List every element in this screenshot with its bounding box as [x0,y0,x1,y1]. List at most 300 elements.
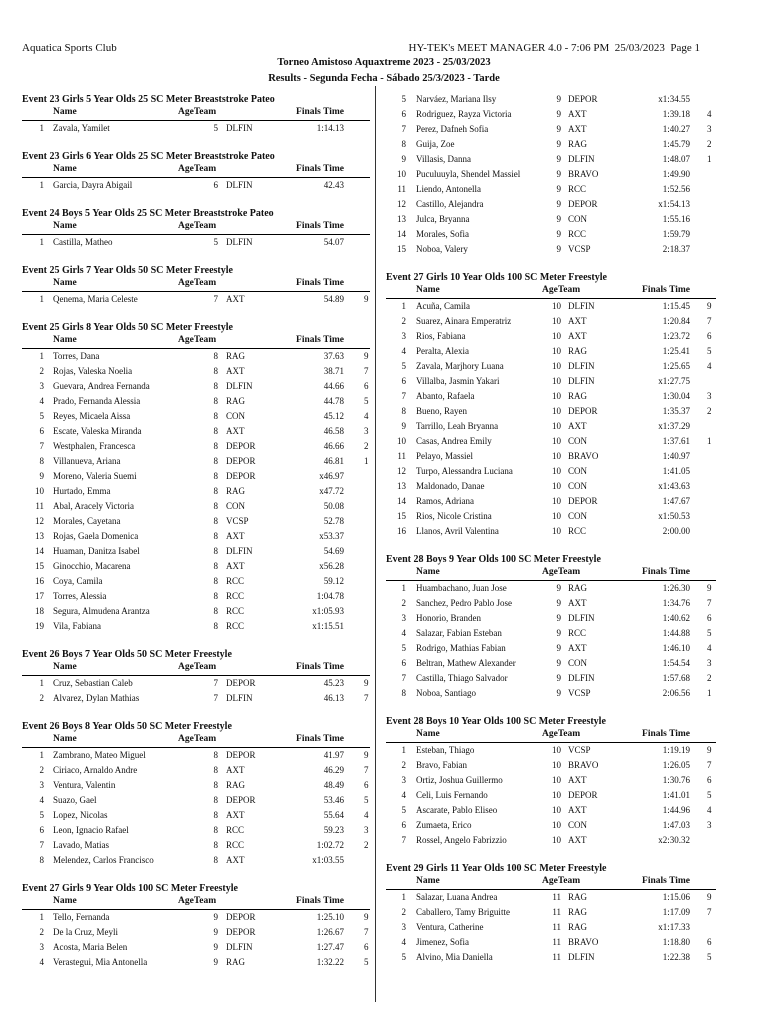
finals-time-cell: 1:26.05 [662,760,690,770]
place-cell: 7 [401,835,406,845]
team-cell: AXT [568,598,587,608]
result-row [386,905,716,920]
place-cell: 12 [35,516,44,526]
finals-time-cell: 1:19.19 [662,745,690,755]
swimmer-name-cell: Ventura, Catherine [416,922,484,932]
place-cell: 5 [401,643,406,653]
swimmer-name-cell: Beltran, Mathew Alexander [416,658,516,668]
team-cell: RAG [568,922,588,932]
team-cell: AXT [568,316,587,326]
ageteam-column-header: AgeTeam [542,285,581,295]
finals-time-cell: 1:48.07 [662,154,690,164]
finals-time-column-header: Finals Time [642,285,690,295]
finals-time-column-header: Finals Time [296,335,344,345]
result-row [22,484,370,499]
event-section [22,320,370,634]
place-cell: 10 [397,436,406,446]
name-column-header: Name [53,896,77,906]
table-header [22,278,370,292]
place-cell: 6 [39,825,44,835]
age-cell: 8 [213,501,218,511]
name-column-header: Name [53,278,77,288]
points-cell: 1 [707,154,712,164]
team-cell: CON [568,436,588,446]
age-cell: 9 [556,244,561,254]
points-cell: 9 [707,745,712,755]
finals-time-cell: 55.64 [323,810,344,820]
finals-time-cell: 46.13 [323,693,344,703]
result-row [386,329,716,344]
result-row [386,818,716,833]
place-cell: 3 [401,331,406,341]
age-cell: 8 [213,411,218,421]
swimmer-name-cell: Villasis, Danna [416,154,471,164]
finals-time-cell: x46.97 [319,471,344,481]
team-cell: RCC [568,229,587,239]
points-cell: 9 [364,750,369,760]
team-cell: RCC [568,526,587,536]
result-row [22,619,370,634]
team-cell: AXT [226,426,245,436]
result-row [22,469,370,484]
points-cell: 3 [707,820,712,830]
ageteam-column-header: AgeTeam [542,567,581,577]
result-row [22,235,370,250]
place-cell: 7 [39,840,44,850]
swimmer-name-cell: Torres, Alessia [53,591,107,601]
place-cell: 6 [401,376,406,386]
finals-time-cell: 45.12 [323,411,344,421]
points-cell: 6 [707,613,712,623]
age-cell: 8 [213,576,218,586]
event-title: Event 28 Boys 9 Year Olds 100 SC Meter Freestyle [386,554,601,565]
team-cell: CON [568,658,588,668]
team-cell: AXT [226,810,245,820]
team-cell: DEPOR [568,406,598,416]
finals-time-cell: 45.23 [323,678,344,688]
finals-time-cell: 1:14.13 [316,123,344,133]
swimmer-name-cell: Alvino, Mia Daniella [416,952,493,962]
points-cell: 9 [707,583,712,593]
points-cell: 5 [364,795,369,805]
team-cell: AXT [568,124,587,134]
result-row [22,514,370,529]
age-cell: 10 [552,745,561,755]
place-cell: 10 [397,169,406,179]
age-cell: 10 [552,835,561,845]
finals-time-cell: x1:17.33 [658,922,690,932]
finals-time-cell: 46.66 [323,441,344,451]
team-cell: AXT [226,294,245,304]
points-cell: 7 [707,316,712,326]
swimmer-name-cell: Escate, Valeska Miranda [53,426,142,436]
place-cell: 3 [39,381,44,391]
finals-time-cell: 1:54.54 [662,658,690,668]
name-column-header: Name [416,876,440,886]
age-cell: 10 [552,820,561,830]
points-cell: 2 [707,139,712,149]
swimmer-name-cell: Coya, Camila [53,576,103,586]
finals-time-cell: x1:27.75 [658,376,690,386]
result-row [386,671,716,686]
name-column-header: Name [53,221,77,231]
result-row [22,424,370,439]
age-cell: 9 [556,154,561,164]
event-section [22,719,370,868]
team-cell: RAG [568,892,588,902]
age-cell: 9 [556,598,561,608]
team-cell: AXT [226,366,245,376]
team-cell: CON [568,481,588,491]
team-cell: AXT [568,643,587,653]
place-cell: 11 [35,501,44,511]
place-cell: 12 [397,199,406,209]
team-cell: AXT [568,805,587,815]
swimmer-name-cell: Cruz, Sebastian Caleb [53,678,133,688]
place-cell: 2 [39,927,44,937]
age-cell: 8 [213,426,218,436]
finals-time-cell: 1:47.67 [662,496,690,506]
column-divider [375,86,376,1002]
table-header [22,335,370,349]
name-column-header: Name [53,734,77,744]
place-cell: 18 [35,606,44,616]
team-cell: DEPOR [568,199,598,209]
age-cell: 7 [213,678,218,688]
place-cell: 1 [39,678,44,688]
finals-time-cell: 44.78 [323,396,344,406]
swimmer-name-cell: Rojas, Valeska Noelia [53,366,133,376]
swimmer-name-cell: Turpo, Alessandra Luciana [416,466,513,476]
result-row [22,955,370,970]
team-cell: CON [568,511,588,521]
result-row [22,910,370,925]
place-cell: 5 [401,805,406,815]
place-cell: 5 [401,361,406,371]
age-cell: 8 [213,621,218,631]
age-cell: 9 [556,199,561,209]
name-column-header: Name [53,335,77,345]
place-cell: 5 [401,952,406,962]
result-row [386,122,716,137]
result-row [386,182,716,197]
swimmer-name-cell: Guevara, Andrea Fernanda [53,381,150,391]
event-section [386,552,716,701]
age-cell: 8 [213,825,218,835]
result-row [386,389,716,404]
place-cell: 4 [39,396,44,406]
place-cell: 8 [39,456,44,466]
swimmer-name-cell: Liendo, Antonella [416,184,481,194]
points-cell: 7 [364,927,369,937]
finals-time-column-header: Finals Time [296,221,344,231]
place-cell: 3 [401,922,406,932]
age-cell: 8 [213,591,218,601]
right-column [386,92,716,978]
finals-time-cell: 1:15.45 [662,301,690,311]
place-cell: 5 [39,810,44,820]
swimmer-name-cell: Tarrillo, Leah Bryanna [416,421,499,431]
age-cell: 11 [552,952,561,962]
team-cell: RAG [568,391,588,401]
finals-time-cell: 54.07 [323,237,344,247]
finals-time-cell: x1:43.63 [658,481,690,491]
swimmer-name-cell: Jimenez, Sofia [416,937,469,947]
team-cell: DEPOR [226,678,256,688]
result-row [22,454,370,469]
finals-time-column-header: Finals Time [296,164,344,174]
age-cell: 8 [213,561,218,571]
swimmer-name-cell: Bueno, Rayen [416,406,467,416]
finals-time-column-header: Finals Time [296,662,344,672]
age-cell: 8 [213,810,218,820]
age-cell: 10 [552,331,561,341]
points-cell: 1 [707,436,712,446]
age-cell: 9 [556,139,561,149]
name-column-header: Name [53,107,77,117]
table-header [386,285,716,299]
swimmer-name-cell: Perez, Dafneh Sofia [416,124,489,134]
team-cell: DLFIN [568,673,595,683]
age-cell: 5 [213,237,218,247]
age-cell: 8 [213,351,218,361]
points-cell: 3 [364,825,369,835]
place-cell: 7 [401,673,406,683]
points-cell: 5 [707,952,712,962]
place-cell: 13 [35,531,44,541]
finals-time-cell: 1:41.05 [662,466,690,476]
place-cell: 8 [401,688,406,698]
finals-time-column-header: Finals Time [296,896,344,906]
team-cell: RAG [226,486,246,496]
event-section [22,263,370,307]
points-cell: 5 [364,957,369,967]
swimmer-name-cell: Ramos, Adriana [416,496,474,506]
age-cell: 8 [213,531,218,541]
finals-time-cell: 59.12 [323,576,344,586]
points-cell: 5 [707,346,712,356]
place-cell: 9 [401,154,406,164]
team-cell: RAG [226,396,246,406]
place-cell: 11 [397,451,406,461]
finals-time-cell: x1:54.13 [658,199,690,209]
result-row [386,374,716,389]
team-cell: DEPOR [226,471,256,481]
result-row [22,676,370,691]
place-cell: 10 [35,486,44,496]
finals-time-cell: 1:41.01 [662,790,690,800]
age-cell: 11 [552,922,561,932]
finals-time-cell: 38.71 [323,366,344,376]
points-cell: 5 [707,628,712,638]
points-cell: 2 [707,406,712,416]
finals-time-cell: 1:32.22 [316,957,344,967]
age-cell: 6 [213,180,218,190]
points-cell: 6 [364,780,369,790]
swimmer-name-cell: Zavala, Yamilet [53,123,110,133]
finals-time-cell: 1:30.04 [662,391,690,401]
place-cell: 4 [401,346,406,356]
result-row [22,793,370,808]
finals-time-cell: 54.69 [323,546,344,556]
finals-time-cell: x2:30.32 [658,835,690,845]
place-cell: 1 [39,294,44,304]
finals-time-cell: 1:44.96 [662,805,690,815]
result-row [386,833,716,848]
finals-time-cell: x1:37.29 [658,421,690,431]
team-cell: RCC [226,606,245,616]
team-cell: CON [226,411,246,421]
swimmer-name-cell: Villalba, Jasmin Yakari [416,376,500,386]
points-cell: 6 [364,381,369,391]
finals-time-cell: x1:34.55 [658,94,690,104]
event-title: Event 23 Girls 6 Year Olds 25 SC Meter Breaststroke Pateo [22,151,275,162]
finals-time-cell: x1:50.53 [658,511,690,521]
place-cell: 2 [39,765,44,775]
finals-time-cell: 46.58 [323,426,344,436]
result-row [22,499,370,514]
team-cell: VCSP [568,244,591,254]
team-cell: RCC [568,628,587,638]
age-cell: 8 [213,516,218,526]
finals-time-cell: 1:17.09 [662,907,690,917]
finals-time-cell: 1:15.06 [662,892,690,902]
swimmer-name-cell: Celi, Luis Fernando [416,790,488,800]
result-row [386,227,716,242]
swimmer-name-cell: Vila, Fabiana [53,621,101,631]
age-cell: 10 [552,481,561,491]
swimmer-name-cell: Rios, Fabiana [416,331,466,341]
event-title: Event 25 Girls 7 Year Olds 50 SC Meter Freestyle [22,265,233,276]
finals-time-cell: x56.28 [319,561,344,571]
result-row [22,589,370,604]
swimmer-name-cell: Prado, Fernanda Alessia [53,396,141,406]
age-cell: 10 [552,775,561,785]
place-cell: 16 [397,526,406,536]
place-cell: 14 [35,546,44,556]
place-cell: 2 [39,693,44,703]
ageteam-column-header: AgeTeam [178,734,217,744]
result-row [386,152,716,167]
result-row [386,449,716,464]
place-cell: 3 [39,780,44,790]
team-cell: AXT [568,835,587,845]
place-cell: 2 [39,366,44,376]
age-cell: 10 [552,436,561,446]
points-cell: 6 [364,942,369,952]
team-cell: CON [568,214,588,224]
swimmer-name-cell: Caballero, Tamy Briguitte [416,907,510,917]
ageteam-column-header: AgeTeam [178,221,217,231]
results-title: Results - Segunda Fecha - Sábado 25/3/2023 - Tarde [268,73,500,84]
finals-time-cell: 1:40.97 [662,451,690,461]
age-cell: 9 [556,673,561,683]
swimmer-name-cell: Esteban, Thiago [416,745,475,755]
team-cell: DLFIN [226,546,253,556]
place-cell: 3 [39,942,44,952]
age-cell: 8 [213,366,218,376]
event-title: Event 26 Boys 8 Year Olds 50 SC Meter Freestyle [22,721,232,732]
age-cell: 9 [556,109,561,119]
finals-time-column-header: Finals Time [642,876,690,886]
age-cell: 9 [556,169,561,179]
name-column-header: Name [416,729,440,739]
age-cell: 10 [552,805,561,815]
age-cell: 10 [552,511,561,521]
finals-time-cell: 1:37.61 [662,436,690,446]
result-row [386,890,716,905]
team-cell: DEPOR [568,790,598,800]
place-cell: 8 [39,855,44,865]
team-cell: DLFIN [568,361,595,371]
points-cell: 3 [707,124,712,134]
team-cell: DEPOR [226,456,256,466]
result-row [22,394,370,409]
result-row [386,758,716,773]
team-cell: RAG [226,957,246,967]
swimmer-name-cell: Segura, Almudena Arantza [53,606,150,616]
finals-time-cell: 42.43 [323,180,344,190]
place-cell: 6 [401,109,406,119]
swimmer-name-cell: Tello, Fernanda [53,912,110,922]
place-cell: 6 [401,658,406,668]
points-cell: 2 [364,840,369,850]
team-cell: AXT [568,775,587,785]
left-column [22,92,370,983]
finals-time-cell: 2:00.00 [662,526,690,536]
age-cell: 10 [552,466,561,476]
team-cell: DLFIN [226,942,253,952]
age-cell: 10 [552,406,561,416]
finals-time-cell: 1:44.88 [662,628,690,638]
swimmer-name-cell: Reyes, Micaela Aissa [53,411,131,421]
result-row [386,803,716,818]
finals-time-column-header: Finals Time [296,278,344,288]
ageteam-column-header: AgeTeam [178,335,217,345]
points-cell: 4 [707,361,712,371]
result-row [386,686,716,701]
finals-time-cell: 1:30.76 [662,775,690,785]
swimmer-name-cell: Moreno, Valeria Suemi [53,471,137,481]
result-row [22,349,370,364]
swimmer-name-cell: Morales, Sofia [416,229,469,239]
place-cell: 1 [39,180,44,190]
swimmer-name-cell: Puculuuyla, Shendel Massiel [416,169,521,179]
finals-time-cell: 1:40.27 [662,124,690,134]
event-section [22,206,370,250]
points-cell: 3 [707,391,712,401]
team-cell: BRAVO [568,937,599,947]
result-row [386,419,716,434]
result-row [386,242,716,257]
points-cell: 4 [707,805,712,815]
swimmer-name-cell: Ortiz, Joshua Guillermo [416,775,503,785]
age-cell: 9 [213,942,218,952]
age-cell: 8 [213,795,218,805]
points-cell: 4 [364,810,369,820]
team-cell: DLFIN [226,180,253,190]
age-cell: 10 [552,316,561,326]
team-cell: RAG [226,351,246,361]
swimmer-name-cell: Lavado, Matias [53,840,109,850]
swimmer-name-cell: Villanueva, Ariana [53,456,121,466]
team-cell: AXT [226,561,245,571]
team-cell: DLFIN [226,381,253,391]
age-cell: 9 [556,94,561,104]
age-cell: 10 [552,376,561,386]
event-title: Event 24 Boys 5 Year Olds 25 SC Meter Breaststroke Pateo [22,208,274,219]
team-cell: AXT [568,331,587,341]
